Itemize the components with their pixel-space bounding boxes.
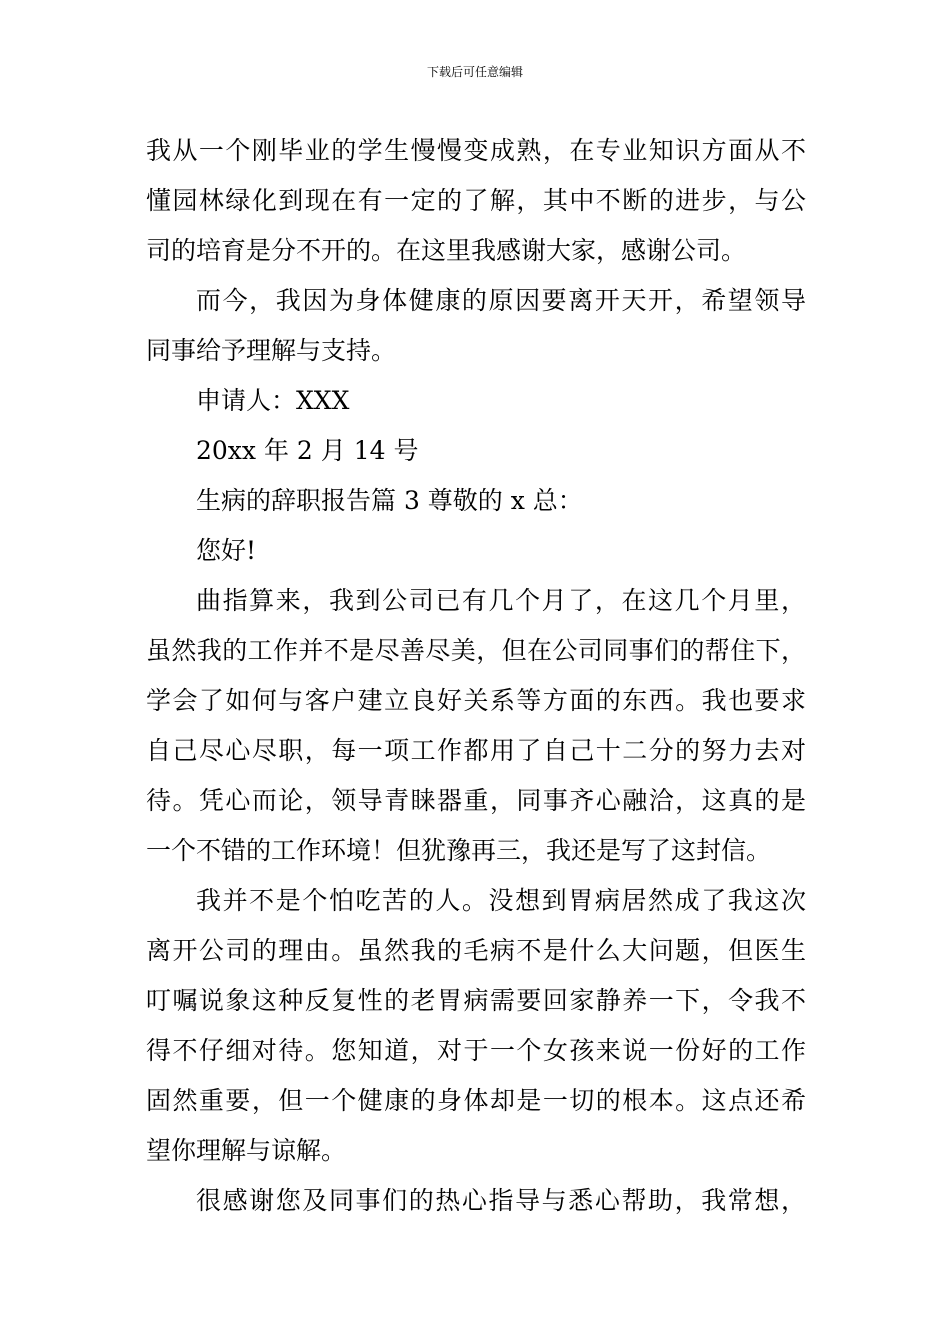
text-line: 生病的辞职报告篇 3 尊敬的 x 总： [196,486,583,515]
text-line: 司的培育是分不开的。在这里我感谢大家，感谢公司。 [146,236,747,265]
text-line: 叮嘱说象这种反复性的老胃病需要回家静养一下，令我不 [146,986,806,1015]
text-line: 曲指算来，我到公司已有几个月了，在这几个月里， [196,586,806,615]
text-line: 自己尽心尽职，每一项工作都用了自己十二分的努力去对 [146,736,806,765]
text-line: 固然重要，但一个健康的身体却是一切的根本。这点还希 [146,1086,806,1115]
text-line: 同事给予理解与支持。 [146,336,397,365]
text-line: 得不仔细对待。您知道，对于一个女孩来说一份好的工作 [146,1036,806,1065]
text-line: 您好! [196,536,257,565]
document-body [146,126,806,1226]
text-line: 待。凭心而论，领导青睐器重，同事齐心融洽，这真的是 [146,786,806,815]
text-line: 离开公司的理由。虽然我的毛病不是什么大问题，但医生 [146,936,806,965]
text-line: 懂园林绿化到现在有一定的了解，其中不断的进步，与公 [146,186,806,215]
text-line: 我从一个刚毕业的学生慢慢变成熟，在专业知识方面从不 [146,136,806,165]
text-line: 20xx 年 2 月 14 号 [196,436,419,465]
text-line: 学会了如何与客户建立良好关系等方面的东西。我也要求 [146,686,806,715]
text-line: 我并不是个怕吃苦的人。没想到胃病居然成了我这次 [196,886,806,915]
text-line: 很感谢您及同事们的热心指导与悉心帮助，我常想， [196,1186,806,1215]
text-line: 而今，我因为身体健康的原因要离开天开，希望领导 [196,286,806,315]
text-line: 一个不错的工作环境！但犹豫再三，我还是写了这封信。 [146,836,772,865]
text-line: 望你理解与谅解。 [146,1136,347,1165]
page-header: 下载后可任意编辑 [426,65,523,79]
text-line: 申请人：XXX [196,386,350,415]
text-line: 虽然我的工作并不是尽善尽美，但在公司同事们的帮住下， [146,636,806,665]
